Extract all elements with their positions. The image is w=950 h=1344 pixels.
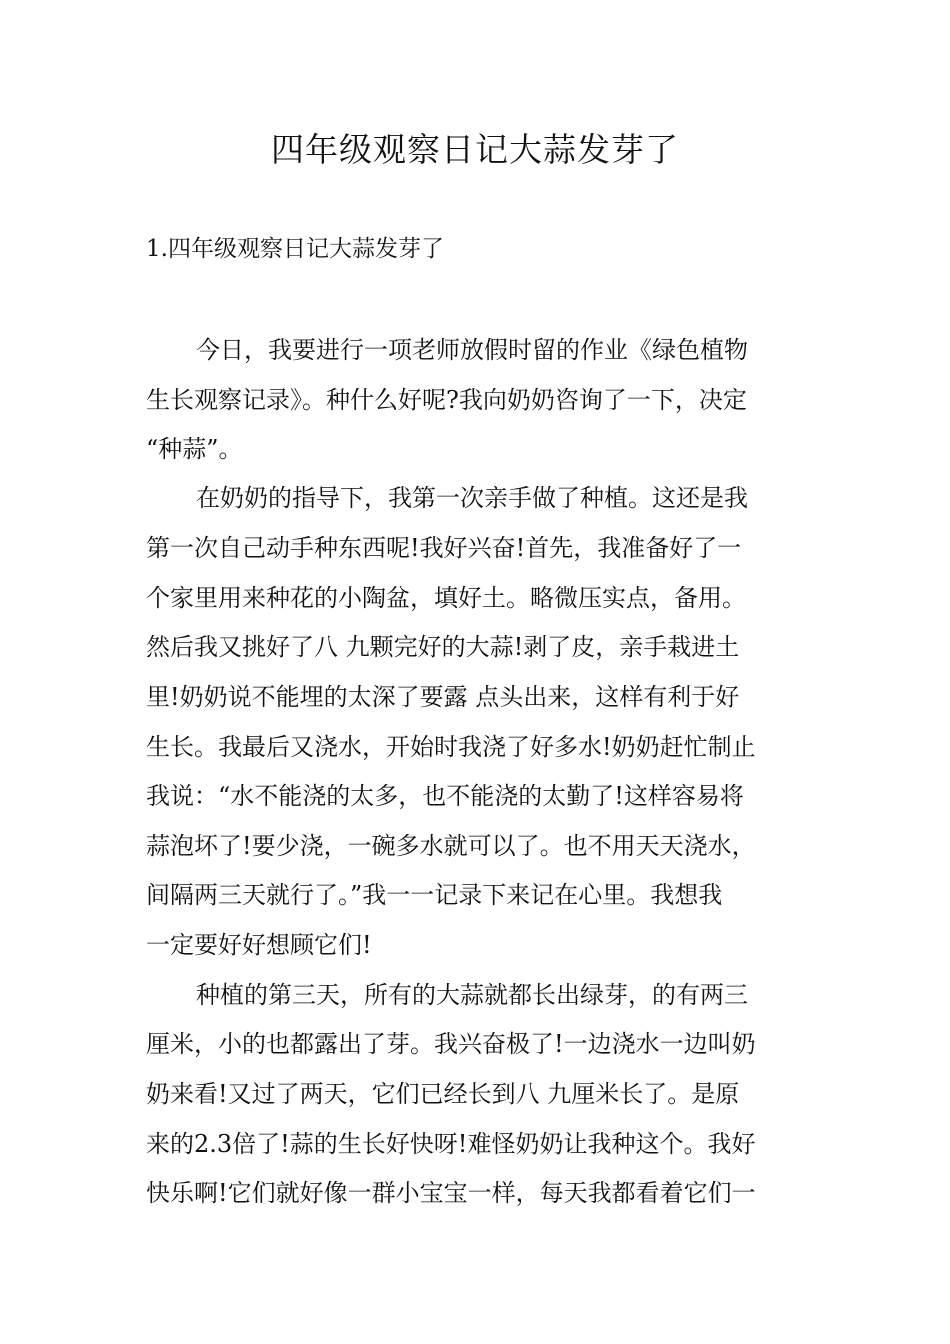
paragraph-line: 厘米，小的也都露出了芽。我兴奋极了!一边浇水一边叫奶	[146, 1030, 756, 1058]
paragraph-line: 来的2.3倍了!蒜的生长好快呀!难怪奶奶让我种这个。我好	[146, 1130, 756, 1158]
paragraph-line: 奶来看!又过了两天，它们已经长到八 九厘米长了。是原	[146, 1080, 740, 1108]
paragraph-line: “种蒜”。	[146, 435, 243, 463]
paragraph-line: 一定要好好想顾它们!	[146, 931, 372, 959]
paragraph-line: 个家里用来种花的小陶盆，填好土。略微压实点，备用。	[146, 584, 746, 612]
paragraph-line: 快乐啊!它们就好像一群小宝宝一样，每天我都看着它们一	[146, 1179, 756, 1207]
paragraph-line: 生长。我最后又浇水，开始时我浇了好多水!奶奶赶忙制止	[146, 733, 756, 761]
paragraph-line: 今日，我要进行一项老师放假时留的作业《绿色植物	[196, 336, 748, 364]
section-heading: 1.四年级观察日记大蒜发芽了	[146, 236, 444, 262]
paragraph-line: 种植的第三天，所有的大蒜就都长出绿芽，的有两三	[196, 981, 748, 1009]
paragraph-line: 在奶奶的指导下，我第一次亲手做了种植。这还是我	[196, 484, 748, 512]
paragraph-line: 里!奶奶说不能埋的太深了要露 点头出来，这样有利于好	[146, 683, 740, 711]
paragraph-line: 蒜泡坏了!要少浇，一碗多水就可以了。也不用天天浇水，	[146, 832, 756, 860]
paragraph-line: 然后我又挑好了八 九颗完好的大蒜!剥了皮，亲手栽进土	[146, 633, 740, 661]
paragraph-line: 间隔两三天就行了。”我一一记录下来记在心里。我想我	[146, 881, 723, 909]
paragraph-line: 第一次自己动手种东西呢!我好兴奋!首先，我准备好了一	[146, 534, 742, 562]
paragraph-line: 我说：“水不能浇的太多，也不能浇的太勤了!这样容易将	[146, 782, 744, 810]
paragraph-line: 生长观察记录》。种什么好呢?我向奶奶咨询了一下，决定	[146, 386, 747, 414]
document-title: 四年级观察日记大蒜发芽了	[271, 130, 679, 169]
